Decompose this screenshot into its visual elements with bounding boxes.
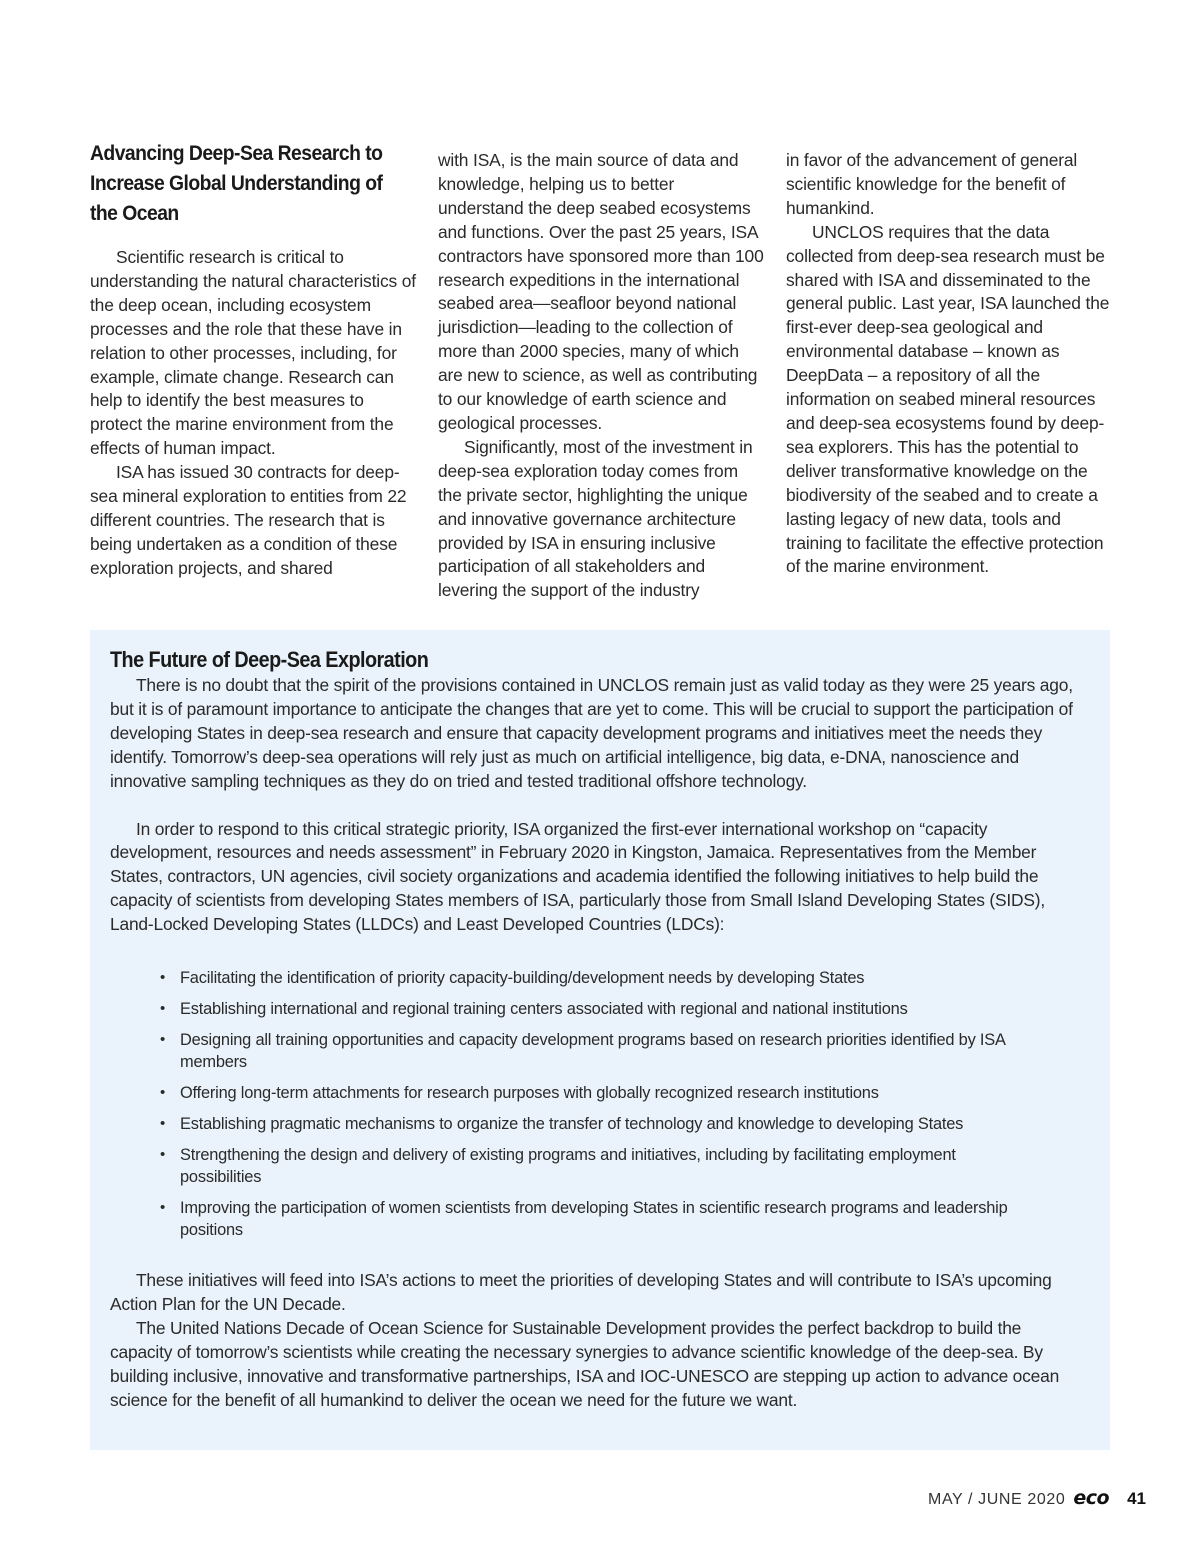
bullet-icon: • <box>160 1115 166 1133</box>
article-heading: Advancing Deep-Sea Research to Increase Global Understanding of the Ocean <box>90 141 383 225</box>
article-column-2 <box>438 149 764 603</box>
sidebar-title: The Future of Deep-Sea Exploration <box>110 647 429 672</box>
article-paragraph: ISA has issued 30 contracts for deep-sea mineral exploration to entities from 22 different countries. The research that is being undertaken as a condition of these exploration projects, and shared <box>90 462 407 578</box>
list-item: • Improving the participation of women scientists from developing States in scientific research programs and leadership positions <box>160 1199 1008 1240</box>
article-column-3 <box>786 149 1112 579</box>
article-paragraph: UNCLOS requires that the data collected from deep-sea research must be shared with ISA and disseminated to the general public. Last year, ISA launched the first-ever deep-sea geological and environmental database – known as DeepData – a repository of all the information on seabed mineral resources and deep-sea ecosystems found by deep-sea explorers. This has the potential to deliver transformative knowledge on the biodiversity of the seabed and to create a lasting legacy of new data, tools and training to facilitate the effective protection of the marine environment. <box>786 221 1110 577</box>
page-number: 41 <box>1127 1489 1146 1508</box>
article-paragraph: with ISA, is the main source of data and knowledge, helping us to better understand the deep seabed ecosystems and functions. Over the past 25 years, ISA contractors have sponsored more than 100 research expeditions in the international seabed area—seafloor beyond national jurisdiction—leading to the collection of more than 2000 species, many of which are new to science, as well as contributing to our knowledge of earth science and geological processes. <box>438 150 764 433</box>
article-paragraph: in favor of the advancement of general scientific knowledge for the benefit of humankind. <box>786 150 1078 218</box>
list-item: • Strengthening the design and delivery of existing programs and initiatives, including by facilitating employment possibilities <box>160 1146 956 1187</box>
list-item: • Establishing international and regional training centers associated with regional and national institutions <box>160 1000 908 1019</box>
bullet-icon: • <box>160 1000 166 1018</box>
initiatives-list <box>110 967 1075 1241</box>
sidebar-paragraph: In order to respond to this critical strategic priority, ISA organized the first-ever international workshop on “capacity development, resources and needs assessment” in February 2020 in Kingston, Jamaica. Representatives from the Member States, contractors, UN agencies, civil society organizations and academia identified the following initiatives to help build the capacity of scientists from developing States members of ISA, particularly those from Small Island Developing States (SIDS), Land-Locked Developing States (LLDCs) and Least Developed Countries (LDCs): <box>110 818 1045 935</box>
page-footer <box>928 1487 1146 1509</box>
sidebar-paragraph: These initiatives will feed into ISA’s actions to meet the priorities of developing States and will contribute to ISA’s upcoming Action Plan for the UN Decade. <box>110 1270 1052 1314</box>
list-item: • Designing all training opportunities and capacity development programs based on research priorities identified by ISA members <box>160 1031 1005 1072</box>
sidebar-paragraph: There is no doubt that the spirit of the provisions contained in UNCLOS remain just as valid today as they were 25 years ago, but it is of paramount importance to anticipate the changes that are yet to come. This will be crucial to support the participation of developing States in deep-sea research and ensure that capacity development programs and initiatives meet the needs they identify. Tomorrow’s deep-sea operations will rely just as much on artificial intelligence, big data, e-DNA, nanoscience and innovative sampling techniques as they do on tried and tested traditional offshore technology. <box>110 675 1073 791</box>
sidebar-content <box>110 646 1075 1413</box>
issue-date: MAY / JUNE 2020 <box>928 1491 1066 1508</box>
bullet-icon: • <box>160 1199 166 1217</box>
bullet-icon: • <box>160 1084 166 1102</box>
magazine-logo: eco <box>1073 1487 1110 1509</box>
bullet-icon: • <box>160 1031 166 1049</box>
bullet-icon: • <box>160 1146 166 1164</box>
sidebar-paragraph: The United Nations Decade of Ocean Science for Sustainable Development provides the perfect backdrop to build the capacity of tomorrow’s scientists while creating the necessary synergies to advance scientific knowledge of the deep-sea. By building inclusive, innovative and transformative partnerships, ISA and IOC-UNESCO are stepping up action to advance ocean science for the benefit of all humankind to deliver the ocean we need for the future we want. <box>110 1317 1060 1410</box>
list-item: • Establishing pragmatic mechanisms to organize the transfer of technology and knowledge to developing States <box>160 1115 964 1134</box>
sidebar-box <box>90 630 1110 1450</box>
bullet-icon: • <box>160 969 166 987</box>
article-paragraph: Significantly, most of the investment in deep-sea exploration today comes from the private sector, highlighting the unique and innovative governance architecture provided by ISA in ensuring inclusive participation of all stakeholders and levering the support of the industry <box>438 436 753 601</box>
article-column-1 <box>90 138 416 581</box>
list-item: • Facilitating the identification of priority capacity-building/development needs by developing States <box>160 969 865 988</box>
list-item: • Offering long-term attachments for research purposes with globally recognized research institutions <box>160 1084 879 1103</box>
article-paragraph: Scientific research is critical to understanding the natural characteristics of the deep ocean, including ecosystem processes and the role that these have in relation to other processes, including, for example, climate change. Research can help to identify the best measures to protect the marine environment from the effects of human impact. <box>90 247 416 459</box>
